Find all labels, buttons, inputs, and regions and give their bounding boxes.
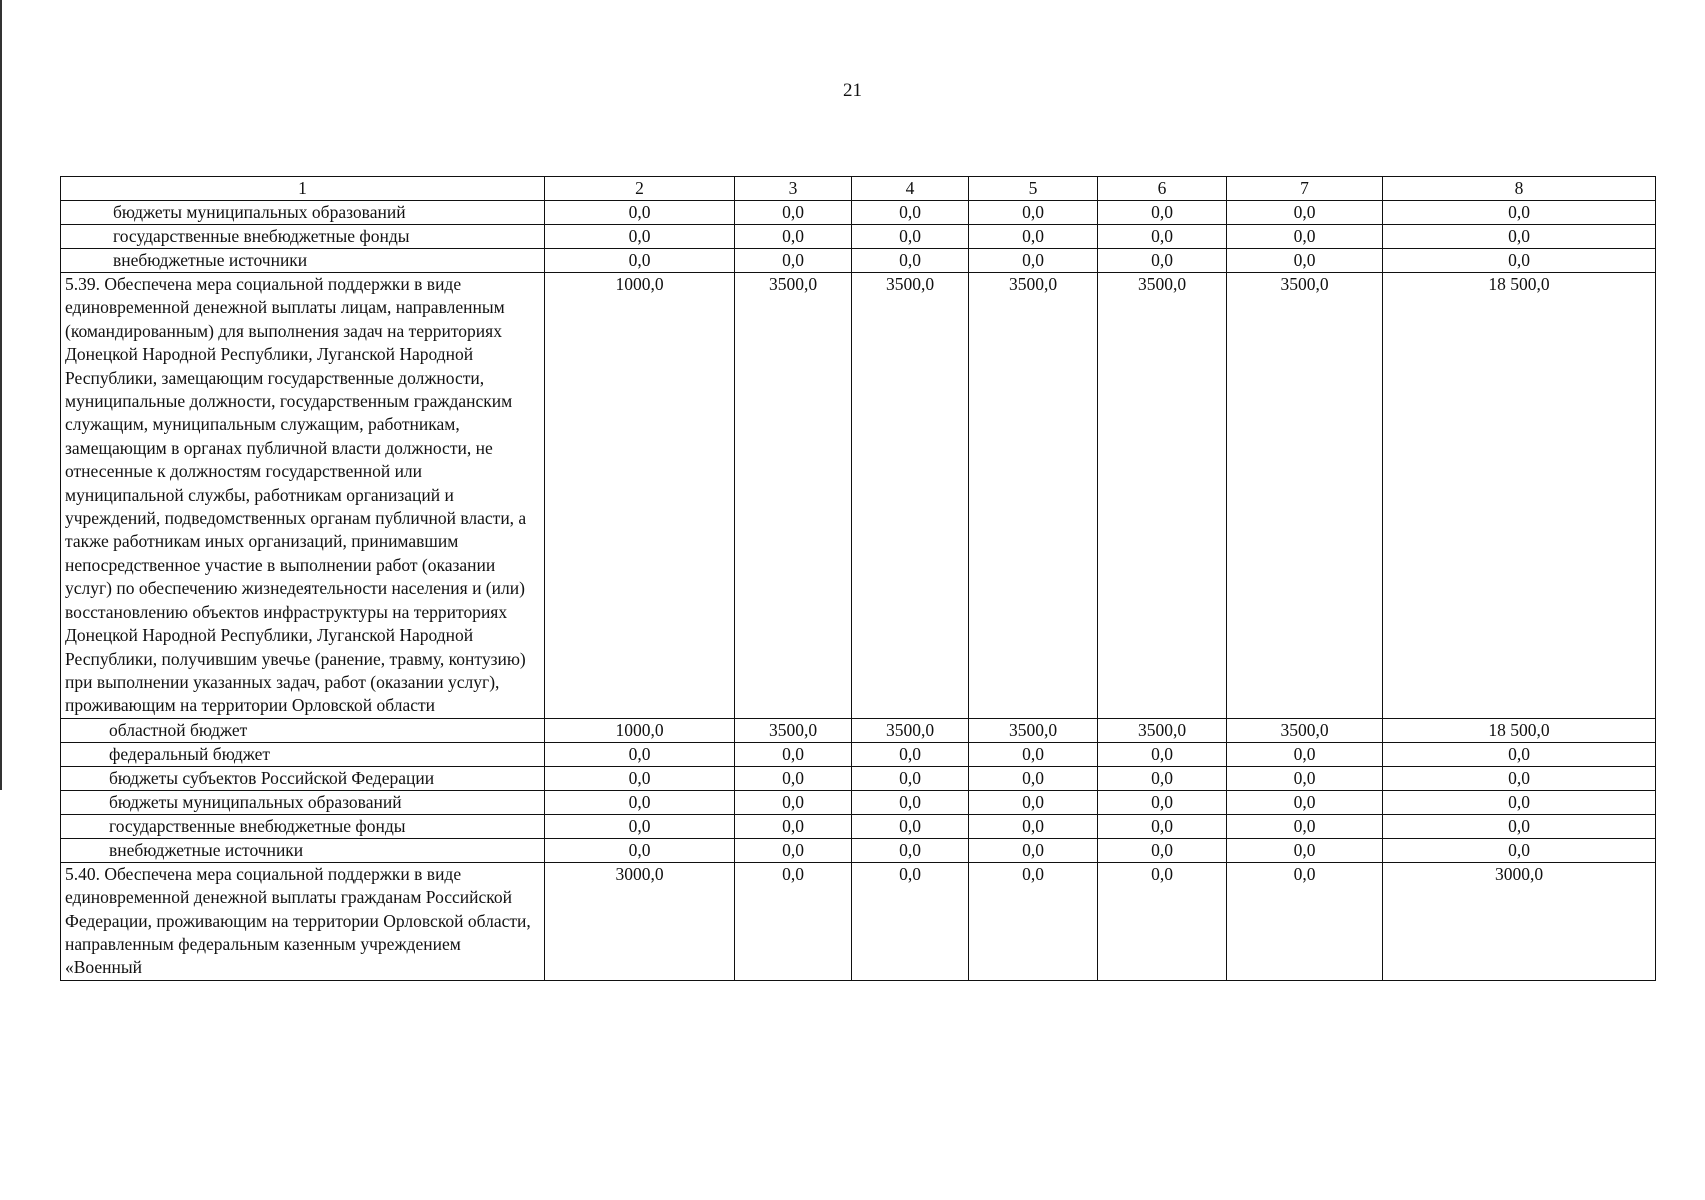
value-cell: 3500,0 [1227,273,1383,719]
value-cell: 0,0 [735,249,852,273]
value-cell: 0,0 [969,249,1098,273]
value-cell: 0,0 [969,225,1098,249]
row-label: бюджеты муниципальных образований [61,201,545,225]
value-cell: 0,0 [969,838,1098,862]
value-cell: 3500,0 [1098,273,1227,719]
value-cell: 0,0 [1098,838,1227,862]
item-row-5-39 [61,273,1656,719]
table-row [61,814,1656,838]
value-cell: 0,0 [1227,201,1383,225]
value-cell: 0,0 [852,838,969,862]
value-cell: 0,0 [969,814,1098,838]
value-cell: 0,0 [852,225,969,249]
value-cell: 1000,0 [545,273,735,719]
value-cell: 0,0 [545,742,735,766]
value-cell: 0,0 [852,766,969,790]
value-cell: 0,0 [1098,201,1227,225]
row-label: государственные внебюджетные фонды [61,225,545,249]
value-cell: 0,0 [1227,742,1383,766]
row-label: внебюджетные источники [61,838,545,862]
header-cell: 3 [735,177,852,201]
header-cell: 5 [969,177,1098,201]
value-cell: 0,0 [545,225,735,249]
value-cell: 0,0 [852,249,969,273]
value-cell: 0,0 [852,790,969,814]
header-cell: 4 [852,177,969,201]
header-cell: 2 [545,177,735,201]
value-cell: 18 500,0 [1383,273,1656,719]
value-cell: 3500,0 [969,273,1098,719]
header-row [61,177,1656,201]
table-row [61,201,1656,225]
table-row [61,718,1656,742]
value-cell: 0,0 [545,790,735,814]
value-cell: 0,0 [735,742,852,766]
value-cell: 0,0 [545,766,735,790]
row-label: бюджеты муниципальных образований [61,790,545,814]
row-label: федеральный бюджет [61,742,545,766]
value-cell: 0,0 [1227,862,1383,980]
value-cell: 3500,0 [1227,718,1383,742]
row-label: областной бюджет [61,718,545,742]
item-description: 5.39. Обеспечена мера социальной поддержки в виде единовременной денежной выплаты лицам, направленным (командированным) для выполнения задач на территориях Донецкой Народной Республики, Луганской Народной Республики, замещающим государственные должности, муниципальные должности, государственным гражданским служащим, муниципальным служащим, работникам, замещающим в органах публичной власти должности, не отнесенные к должностям государственной или муниципальной службы, работникам организаций и учреждений, подведомственных органам публичной власти, а также работникам иных организаций, принимавшим непосредственное участие в выполнении работ (оказании услуг) по обеспечению жизнедеятельности населения и (или) восстановлению объектов инфраструктуры на территориях Донецкой Народной Республики, Луганской Народной Республики, получившим увечье (ранение, травму, контузию) при выполнении указанных задач, работ (оказании услуг), проживающим на территории Орловской области [61,273,545,719]
header-cell: 8 [1383,177,1656,201]
value-cell: 3500,0 [852,273,969,719]
row-label: государственные внебюджетные фонды [61,814,545,838]
value-cell: 0,0 [852,201,969,225]
value-cell: 0,0 [969,790,1098,814]
row-label: внебюджетные источники [61,249,545,273]
item-description: 5.40. Обеспечена мера социальной поддержки в виде единовременной денежной выплаты гражданам Российской Федерации, проживающим на территории Орловской области, направленным федеральным казенным учреждением «Военный [61,862,545,980]
value-cell: 0,0 [969,742,1098,766]
value-cell: 0,0 [1098,249,1227,273]
header-cell: 6 [1098,177,1227,201]
value-cell: 0,0 [969,862,1098,980]
value-cell: 0,0 [1383,225,1656,249]
header-cell: 7 [1227,177,1383,201]
table-row [61,249,1656,273]
value-cell: 0,0 [1098,790,1227,814]
value-cell: 3000,0 [545,862,735,980]
value-cell: 0,0 [735,766,852,790]
table-row [61,225,1656,249]
value-cell: 0,0 [1227,766,1383,790]
value-cell: 3500,0 [735,273,852,719]
value-cell: 0,0 [852,814,969,838]
row-label: бюджеты субъектов Российской Федерации [61,766,545,790]
scan-edge [0,0,2,790]
value-cell: 0,0 [545,201,735,225]
budget-table [60,176,1656,981]
value-cell: 3500,0 [969,718,1098,742]
item-row-5-40 [61,862,1656,980]
value-cell: 3500,0 [735,718,852,742]
value-cell: 0,0 [735,201,852,225]
value-cell: 0,0 [1227,814,1383,838]
value-cell: 0,0 [1098,862,1227,980]
value-cell: 0,0 [735,862,852,980]
value-cell: 0,0 [545,838,735,862]
value-cell: 0,0 [1383,766,1656,790]
value-cell: 0,0 [735,814,852,838]
value-cell: 0,0 [969,766,1098,790]
value-cell: 3500,0 [852,718,969,742]
value-cell: 0,0 [1383,742,1656,766]
value-cell: 0,0 [1383,201,1656,225]
value-cell: 3500,0 [1098,718,1227,742]
value-cell: 0,0 [1098,814,1227,838]
page-number: 21 [843,80,862,101]
value-cell: 0,0 [1098,225,1227,249]
value-cell: 0,0 [1383,790,1656,814]
value-cell: 0,0 [545,814,735,838]
value-cell: 0,0 [852,742,969,766]
value-cell: 0,0 [969,201,1098,225]
value-cell: 1000,0 [545,718,735,742]
value-cell: 0,0 [1098,766,1227,790]
header-cell: 1 [61,177,545,201]
value-cell: 0,0 [1227,225,1383,249]
value-cell: 0,0 [1227,790,1383,814]
value-cell: 0,0 [1098,742,1227,766]
value-cell: 3000,0 [1383,862,1656,980]
table-row [61,742,1656,766]
table-row [61,766,1656,790]
value-cell: 0,0 [1383,838,1656,862]
value-cell: 18 500,0 [1383,718,1656,742]
value-cell: 0,0 [1227,249,1383,273]
table-row [61,790,1656,814]
value-cell: 0,0 [1227,838,1383,862]
value-cell: 0,0 [1383,814,1656,838]
value-cell: 0,0 [735,225,852,249]
value-cell: 0,0 [852,862,969,980]
value-cell: 0,0 [735,790,852,814]
table-row [61,838,1656,862]
value-cell: 0,0 [735,838,852,862]
value-cell: 0,0 [1383,249,1656,273]
value-cell: 0,0 [545,249,735,273]
